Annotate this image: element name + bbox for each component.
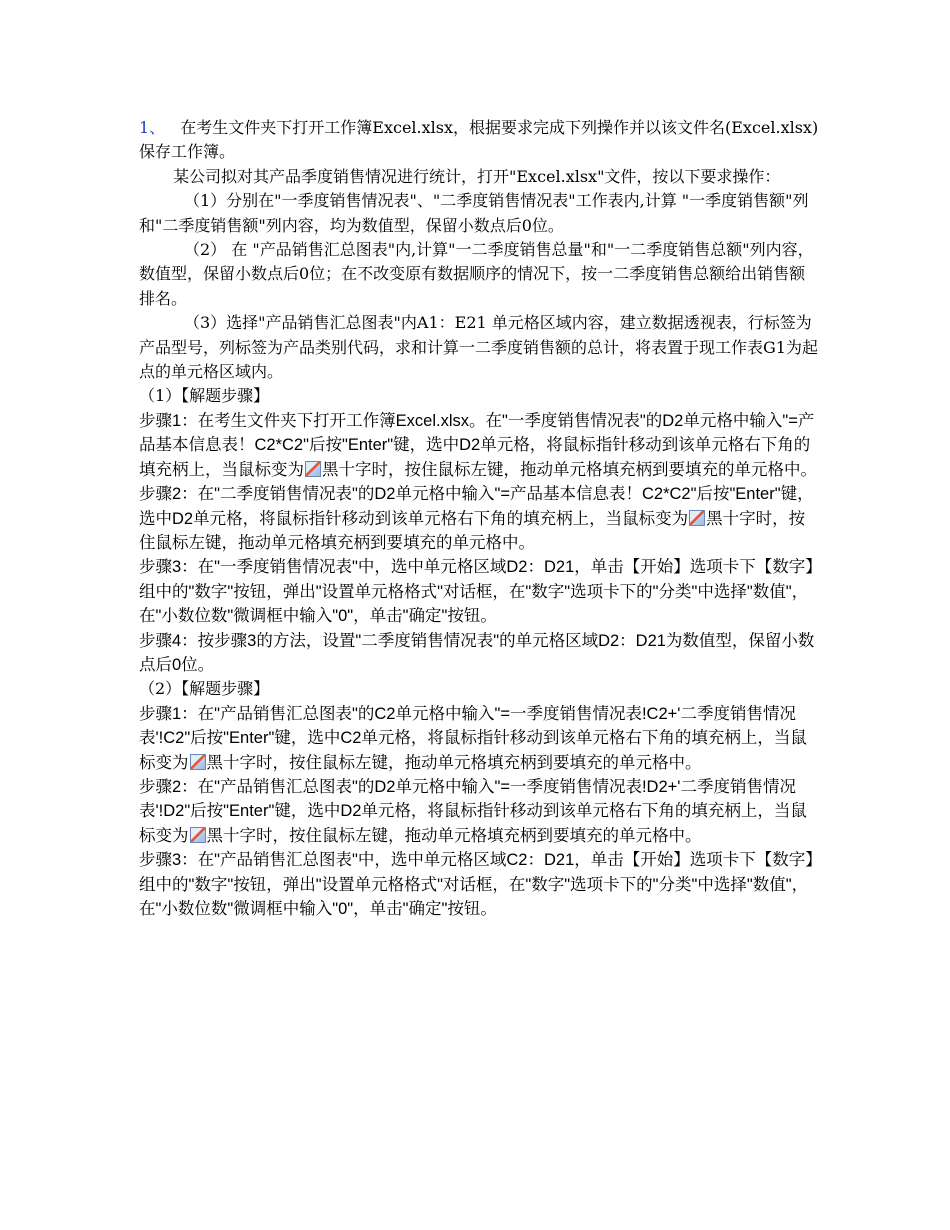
solution2-step2 — [139, 775, 819, 848]
task-3: （3）选择"产品销售汇总图表"内A1：E21 单元格区域内容，建立数据透视表，行标签为产品型号，列标签为产品类别代码，求和计算一二季度销售额的总计，将表置于现工作表G1为起点的单元格区域内。 — [139, 313, 818, 382]
task-1: （1）分别在"一季度销售情况表"、"二季度销售情况表"工作表内,计算 "一季度销售额"列和"二季度销售额"列内容，均为数值型，保留小数点后0位。 — [139, 191, 809, 235]
black-cross-cursor-icon — [190, 754, 206, 770]
solution1-step4: 步骤4：按步骤3的方法，设置"二季度销售情况表"的单元格区域D2：D21为数值型，保留小数点后0位。 — [139, 631, 815, 674]
question-intro — [139, 116, 819, 165]
solution1-step2-text-a: 步骤2：在"二季度销售情况表"的D2单元格中输入"=产品基本信息表！C2*C2"后按"Enter"键，选中D2单元格，将鼠标指针移动到该单元格右下角的填充柄上，当鼠标变为 — [139, 485, 814, 528]
solution1-heading: （1）【解题步骤】 — [139, 386, 270, 406]
black-cross-cursor-icon — [305, 461, 321, 477]
document-page — [139, 116, 819, 921]
black-cross-cursor-icon — [689, 510, 705, 526]
question-context: 某公司拟对其产品季度销售情况进行统计，打开"Excel.xlsx"文件，按以下要求操作： — [173, 166, 781, 186]
solution1-step1-text-a: 步骤1：在考生文件夹下打开工作簿Excel.xlsx。在"一季度销售情况表"的D2单元格中输入"=产品基本信息表！C2*C2"后按"Enter"键，选中D2单元格，将鼠标指针移动到该单元格右下角的填充柄上，当鼠标变为 — [139, 411, 815, 479]
solution1-step3: 步骤3：在"一季度销售情况表"中，选中单元格区域D2：D21，单击【开始】选项卡下【数字】组中的"数字"按钮，弹出"设置单元格格式"对话框，在"数字"选项卡下的"分类"中选择"数值"，在"小数位数"微调框中输入"0"，单击"确定"按钮。 — [139, 558, 814, 626]
task-2: （2） 在 "产品销售汇总图表"内,计算"一二季度销售总量"和"一二季度销售总额"列内容，数值型，保留小数点后0位；在不改变原有数据顺序的情况下，按一二季度销售总额给出销售额排名。 — [139, 240, 814, 308]
solution1-step1-text-b: 黑十字时，按住鼠标左键，拖动单元格填充柄到要填充的单元格中。 — [322, 460, 817, 479]
solution2-step1 — [139, 702, 819, 775]
solution2-step1-text-b: 黑十字时，按住鼠标左键，拖动单元格填充柄到要填充的单元格中。 — [206, 753, 702, 772]
solution1-step2-text-b: 黑十字时，按住鼠标左键，拖动单元格填充柄到要填充的单元格中。 — [139, 509, 806, 552]
solution2-step1-text-a: 步骤1：在"产品销售汇总图表"的C2单元格中输入"=一季度销售情况表!C2+'二季度销售情况表'!C2"后按"Enter"键，选中C2单元格，将鼠标指针移动到该单元格右下角的填充柄上，当鼠标变为 — [139, 704, 807, 772]
solution2-step2-text-a: 步骤2：在"产品销售汇总图表"的D2单元格中输入"=一季度销售情况表!D2+'二季度销售情况表'!D2"后按"Enter"键，选中D2单元格，将鼠标指针移动到该单元格右下角的填充柄上，当鼠标变为 — [139, 777, 807, 845]
black-cross-cursor-icon — [190, 827, 206, 843]
solution2-step3: 步骤3：在"产品销售汇总图表"中，选中单元格区域C2：D21，单击【开始】选项卡下【数字】组中的"数字"按钮，弹出"设置单元格格式"对话框，在"数字"选项卡下的"分类"中选择"数值"，在"小数位数"微调框中输入"0"，单击"确定"按钮。 — [139, 851, 814, 918]
question-number: 1、 — [139, 118, 166, 137]
question-intro-text: 在考生文件夹下打开工作簿Excel.xlsx，根据要求完成下列操作并以该文件名(Excel.xlsx)保存工作簿。 — [139, 118, 819, 162]
solution1-step1 — [139, 409, 819, 482]
solution2-step2-text-b: 黑十字时，按住鼠标左键，拖动单元格填充柄到要填充的单元格中。 — [206, 826, 702, 845]
solution2-heading: （2）【解题步骤】 — [139, 679, 270, 699]
solution1-step2 — [139, 482, 819, 555]
